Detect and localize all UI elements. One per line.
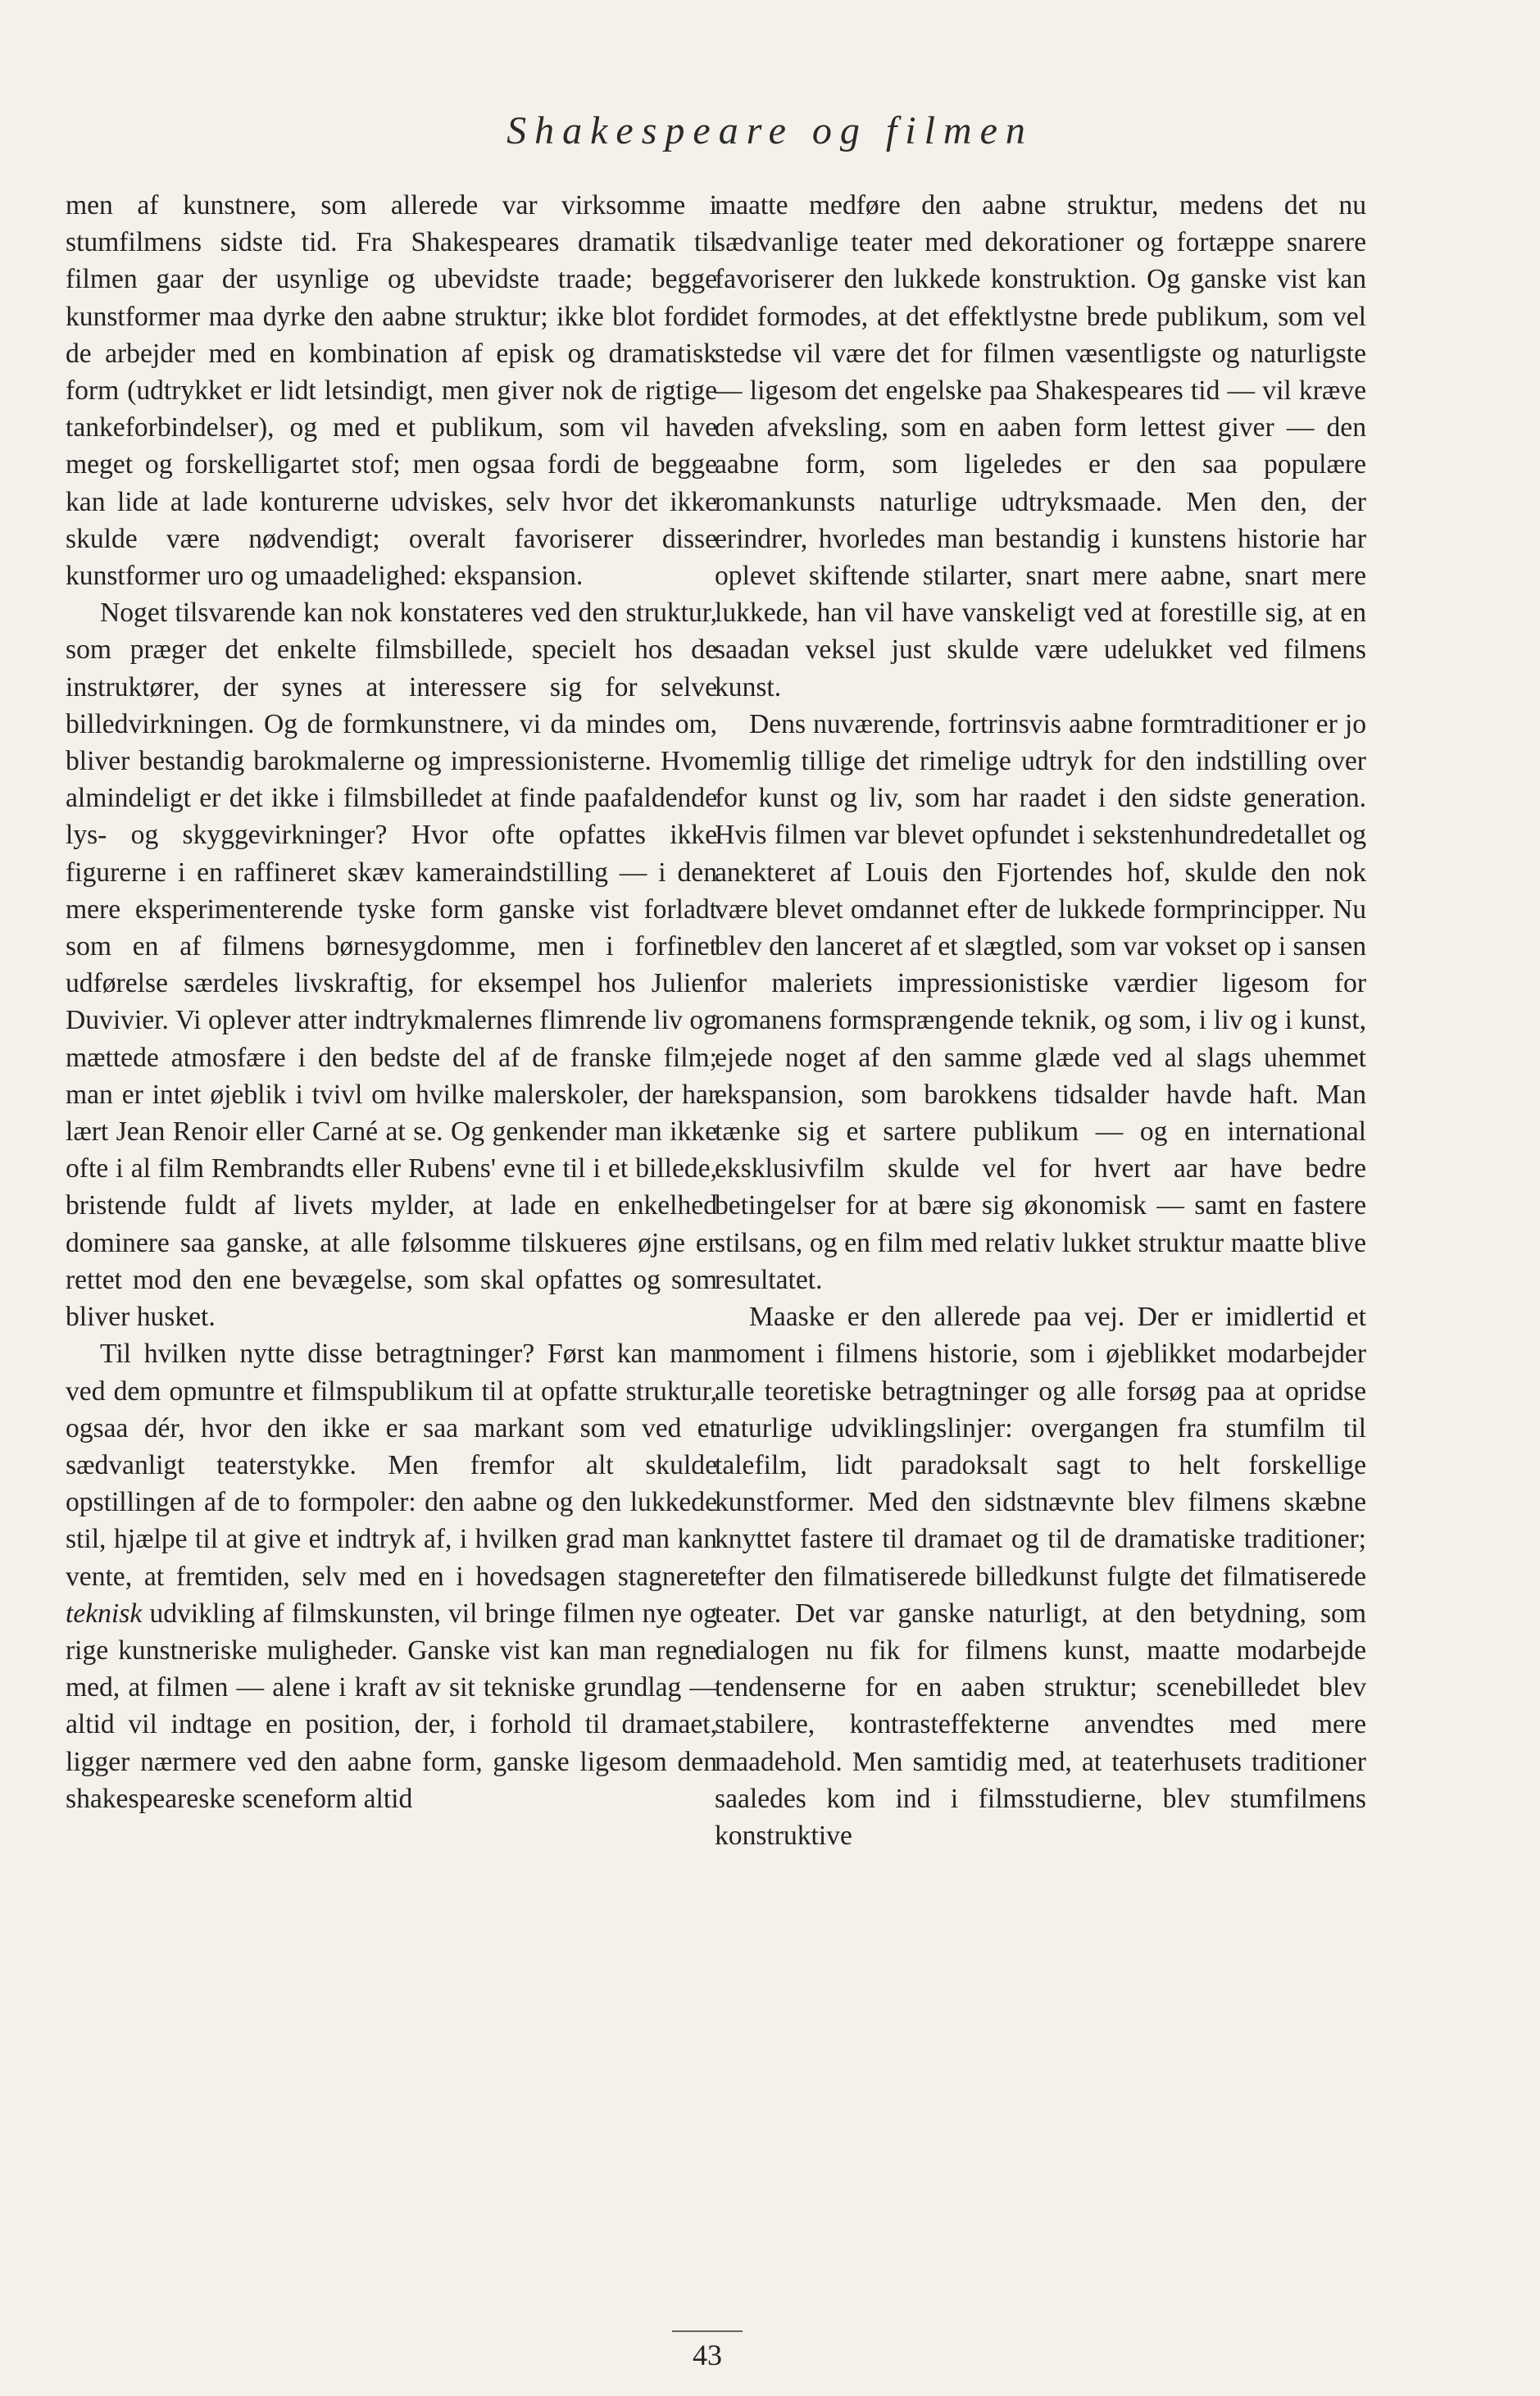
running-header: Shakespeare og filmen: [507, 109, 1033, 152]
left-paragraph-3-tail: udvikling af filmskunsten, vil bringe filmen nye og rige kunstneriske muligheder. Ganske vist kan man regne med, at filmen — alene i kraft av sit tekniske grundlag — altid vil indtage en position, der, i forhold til dramaet, ligger nærmere ved den aabne form, ganske ligesom den shakespeareske sceneform altid: [66, 1598, 717, 1814]
right-paragraph-2: Dens nuværende, fortrinsvis aabne formtraditioner er jo nemlig tillige det rimelige udtryk for den indstilling over for kunst og liv, som har raadet i den sidste generation. Hvis filmen var blevet opfundet i sekstenhundredetallet og anekteret af Louis den Fjortendes hof, skulde den nok være blevet omdannet efter de lukkede formprincipper. Nu blev den lanceret af et slægtled, som var vokset op i sansen for maleriets impressionistiske værdier ligesom for romanens formsprængende teknik, og som, i liv og i kunst, ejede noget af den samme glæde ved al slags uhemmet ekspansion, som barokkens tidsalder havde haft. Man tænke sig et sartere publikum — og en international eksklusivfilm skulde vel for hvert aar have bedre betingelser for at bære sig økonomisk — samt en fastere stilsans, og en film med relativ lukket struktur maatte blive resultatet.: [715, 708, 1366, 1295]
right-paragraph-3: Maaske er den allerede paa vej. Der er imidlertid et moment i filmens historie, som i øjeblikket modarbejder alle teoretiske betragtninger og alle forsøg paa at opridse naturlige udviklingslinjer: overgangen fra stumfilm til talefilm, lidt paradoksalt sagt to helt forskellige kunstformer. Med den sidstnævnte blev filmens skæbne knyttet fastere til dramaet og til de dramatiske traditioner; efter den filmatiserede billedkunst fulgte det filmatiserede teater. Det var ganske naturligt, at den betydning, som dialogen nu fik for filmens kunst, maatte modarbejde tendenserne for en aaben struktur; scenebilledet blev stabilere, kontrasteffekterne anvendtes med mere maadehold. Men samtidig med, at teaterhusets traditioner saaledes kom ind i filmsstudierne, blev stumfilmens konstruktive: [715, 1302, 1366, 1851]
left-paragraph-2: Noget tilsvarende kan nok konstateres ved den struktur, som præger det enkelte filmsbillede, specielt hos de instruktører, der synes at interessere sig for selve billedvirkningen. Og de formkunstnere, vi da mindes om, bliver bestandig barokmalerne og impressionisterne. Hvor almindeligt er det ikke i filmsbilledet at finde paafaldende lys- og skyggevirkninger? Hvor ofte opfattes ikke figurerne i en raffineret skæv kameraindstilling — i den mere eksperimenterende tyske form ganske vist forladt som en af filmens børnesygdomme, men i forfinet udførelse særdeles livskraftig, for eksempel hos Julien Duvivier. Vi oplever atter indtrykmalernes flimrende liv og mættede atmosfære i den bedste del af de franske film; man er intet øjeblik i tvivl om hvilke malerskoler, der har lært Jean Renoir eller Carné at se. Og genkender man ikke ofte i al film Rembrandts eller Rubens' evne til i et billede, bristende fuldt af livets mylder, at lade en enkelhed dominere saa ganske, at alle følsomme tilskueres øjne er rettet mod den ene bevægelse, som skal opfattes og som bliver husket.: [66, 598, 717, 1333]
left-paragraph-1: men af kunstnere, som allerede var virksomme i stumfilmens sidste tid. Fra Shakespeares dramatik til filmen gaar der usynlige og ubevidste traade; begge kunstformer maa dyrke den aabne struktur; ikke blot fordi de arbejder med en kombination af episk og dramatisk form (udtrykket er lidt letsindigt, men giver nok de rigtige tankeforbindelser), og med et publikum, som vil have meget og forskelligartet stof; men ogsaa fordi de begge kan lide at lade konturerne udviskes, selv hvor det ikke skulde være nødvendigt; overalt favoriserer disse kunstformer uro og umaadelighed: ekspansion.: [66, 190, 717, 592]
italic-word: teknisk: [66, 1598, 143, 1629]
left-paragraph-3-text: Til hvilken nytte disse betragtninger? Først kan man ved dem opmuntre et filmspublikum til at opfatte struktur, ogsaa dér, hvor den ikke er saa markant som ved et sædvanligt teaterstykke. Men fremfor alt skulde opstillingen af de to formpoler: den aabne og den lukkede stil, hjælpe til at give et indtryk af, i hvilken grad man kan vente, at fremtiden, selv med en i hovedsagen stagneret: [66, 1339, 717, 1592]
page-number-rule: [672, 2330, 743, 2332]
right-column: [715, 187, 1366, 1854]
left-column: [66, 187, 717, 1817]
page-number: 43: [693, 2339, 722, 2371]
right-paragraph-1: maatte medføre den aabne struktur, medens det nu sædvanlige teater med dekorationer og fortæppe snarere favoriserer den lukkede konstruktion. Og ganske vist kan det formodes, at det effektlystne brede publikum, som vel stedse vil være det for filmen væsentligste og naturligste — ligesom det engelske paa Shakespeares tid — vil kræve den afveksling, som en aaben form lettest giver — den aabne form, som ligeledes er den saa populære romankunsts naturlige udtryksmaade. Men den, der erindrer, hvorledes man bestandig i kunstens historie har oplevet skiftende stilarter, snart mere aabne, snart mere lukkede, han vil have vanskeligt ved at forestille sig, at en saadan veksel just skulde være udelukket ved filmens kunst.: [715, 190, 1366, 702]
left-paragraph-3: [66, 1335, 717, 1817]
